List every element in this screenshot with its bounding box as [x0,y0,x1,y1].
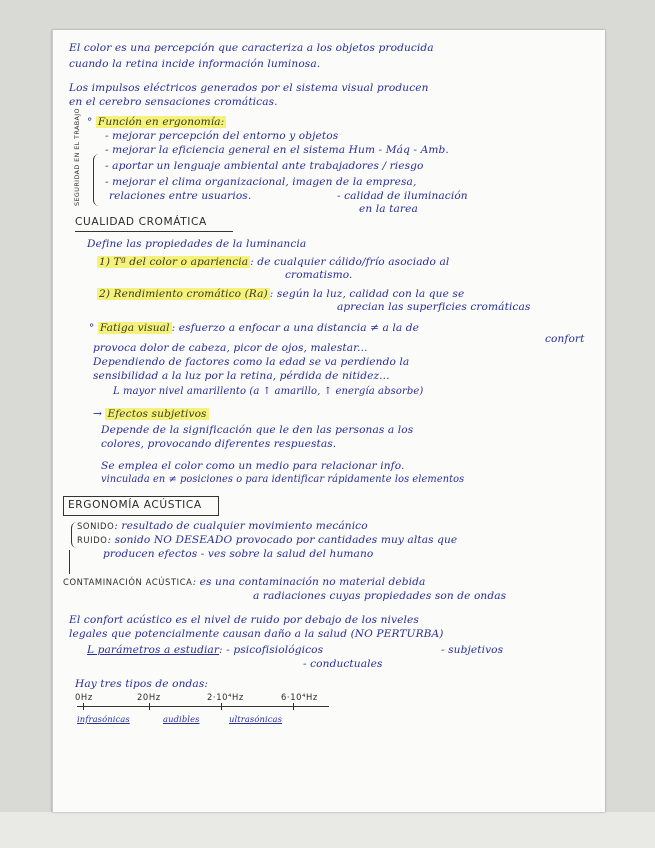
text-line: producen efectos - ves sobre la salud del humano [103,548,374,560]
function-heading: ° Función en ergonomía: [87,116,225,128]
text-line: Los impulsos eléctricos generados por el sistema visual producen [69,82,429,94]
section-title: ERGONOMÍA ACÚSTICA [68,499,202,511]
highlight: 2) Rendimiento cromático (Ra) [99,288,268,300]
text-line: Define las propiedades de la luminancia [87,238,307,250]
text-line: Depende de la significación que le den las personas a los [101,424,414,436]
term-label: RUIDO [77,535,108,545]
bullet-line: relaciones entre usuarios. [109,190,252,202]
axis-range-label: audibles [163,714,200,724]
notebook-page [52,30,605,812]
axis-tick [83,703,84,710]
bullet-line: - mejorar percepción del entorno y objetos [105,130,339,142]
term-label: CONTAMINACIÓN ACÚSTICA [63,577,193,587]
term-definition: : es una contaminación no material debida [192,576,426,588]
fatiga-text: : esfuerzo a enfocar a una distancia ≠ a la de [171,322,420,334]
bullet-line: - calidad de iluminación [337,190,468,202]
bullet-line: - aportar un lenguaje ambiental ante trabajadores / riesgo [105,160,424,172]
text-line: El confort acústico es el nivel de ruido por debajo de los niveles [69,614,419,626]
brace-mark [71,522,77,548]
axis-tick [221,703,222,710]
highlight: Fatiga visual [99,322,170,334]
axis-tick-label: 6·10⁴Hz [281,692,318,702]
text-line: aprecian las superficies cromáticas [337,301,531,313]
definition-line [77,520,368,532]
frequency-axis [77,706,329,707]
param-item: - conductuales [303,658,383,670]
param-item: : - psicofisiológicos [219,644,324,656]
highlight: 1) Tª del color o apariencia [99,256,249,268]
axis-range-label: ultrasónicas [229,714,283,724]
term-definition: : sonido NO DESEADO provocado por cantidades muy altas que [107,534,458,546]
text-line [87,644,323,656]
fatiga-line: ° Fatiga visual : esfuerzo a enfocar a una distancia ≠ a la de [89,322,420,334]
definition-line [63,576,425,588]
highlight: Efectos subjetivos [107,408,207,420]
axis-tick [293,703,294,710]
item-text: : según la luz, calidad con la que se [269,288,465,300]
highlight: Función en ergonomía: [97,116,225,128]
text-line: colores, provocando diferentes respuestas. [101,438,337,450]
text-line: legales que potencialmente causan daño a la salud (NO PERTURBA) [69,628,444,640]
axis-range-label: infrasónicas [77,714,130,724]
text-line: cromatismo. [285,269,353,281]
bullet-line: - mejorar la eficiencia general en el sistema Hum - Máq - Amb. [105,144,449,156]
definition-line [77,534,457,546]
text-line: confort [545,333,585,345]
text-line: sensibilidad a la luz por la retina, pérdida de nitidez... [93,370,390,382]
axis-tick-label: 20Hz [137,692,161,702]
arrow-line [69,550,70,574]
brace-mark [93,154,100,206]
text-line: Hay tres tipos de ondas: [75,678,209,690]
text-line: El color es una percepción que caracteriza a los objetos producida [69,42,434,54]
axis-tick [149,703,150,710]
scan-background-strip [0,812,655,848]
text-line: provoca dolor de cabeza, picor de ojos, malestar... [93,342,368,354]
text-line: cuando la retina incide información luminosa. [69,58,321,70]
axis-tick-label: 2·10⁴Hz [207,692,244,702]
item-line [97,288,464,300]
text-line: L mayor nivel amarillento (a ↑ amarillo, ↑ energía absorbe) [113,386,424,397]
section-title: CUALIDAD CROMÁTICA [75,216,207,228]
term-definition: : resultado de cualquier movimiento mecánico [114,520,368,532]
item-line [97,256,449,268]
param-item: - subjetivos [441,644,504,656]
bullet-line: en la tarea [359,203,418,215]
text-line: Dependiendo de factores como la edad se va perdiendo la [93,356,410,368]
axis-tick-label: 0Hz [75,692,93,702]
param-label: L parámetros a estudiar [87,644,220,656]
bullet-line: - mejorar el clima organizacional, imagen de la empresa, [105,176,417,188]
text-line: vinculada en ≠ posiciones o para identificar rápidamente los elementos [101,474,465,485]
text-line: en el cerebro sensaciones cromáticas. [69,96,278,108]
item-text: : de cualquier cálido/frío asociado al [250,256,450,268]
text-line: a radiaciones cuyas propiedades son de ondas [253,590,507,602]
title-underline [75,231,233,232]
term-label: SONIDO [77,521,115,531]
text-line: Se emplea el color como un medio para relacionar info. [101,460,405,472]
efectos-heading: → Efectos subjetivos [93,408,207,420]
side-label: SEGURIDAD EN EL TRABAJO [73,108,81,206]
